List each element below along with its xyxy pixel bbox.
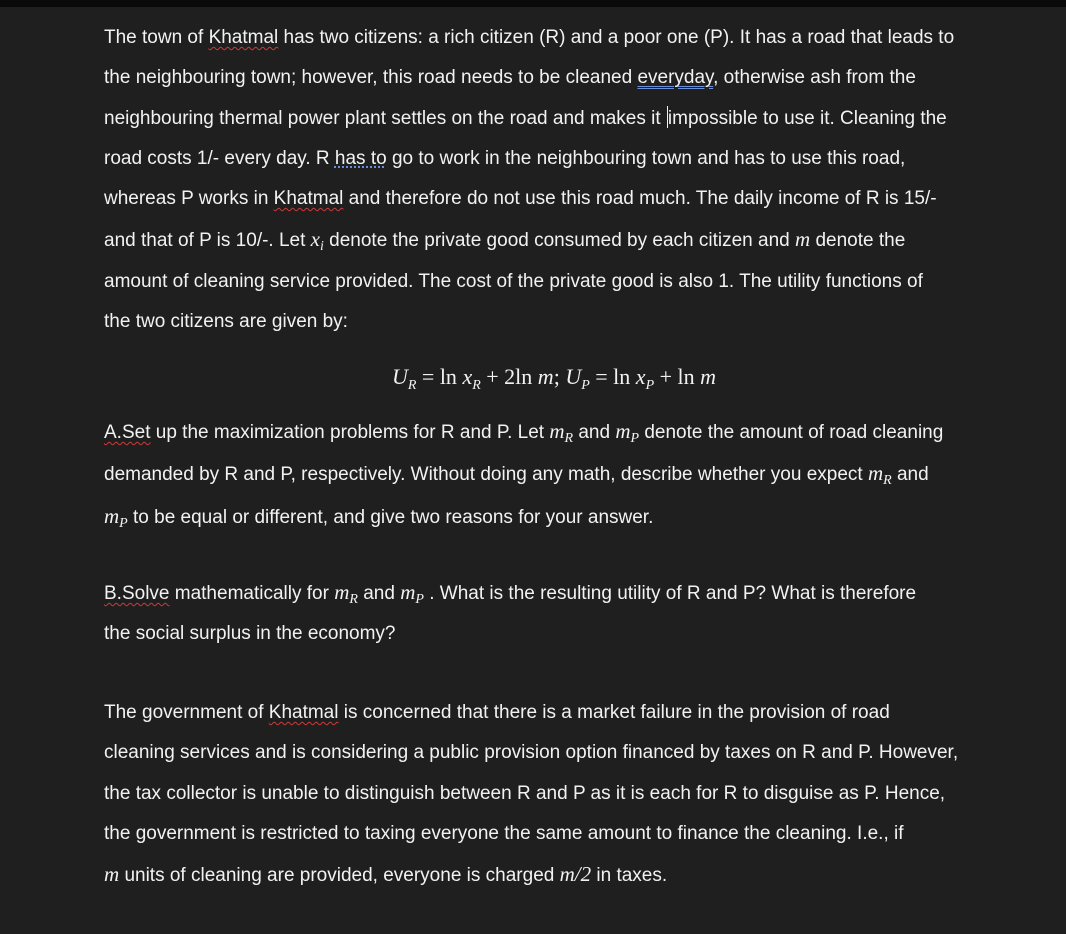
text: , otherwise ash from the xyxy=(713,67,916,89)
text: neighbouring thermal power plant settles on the road and makes it xyxy=(104,107,666,129)
text: whereas P works in xyxy=(104,188,274,210)
text: has two citizens: a rich citizen (R) and a poor one (P). It has a road that leads to xyxy=(278,27,955,48)
text: The government of xyxy=(104,702,269,723)
text: and xyxy=(357,583,401,604)
text: demanded by R and P, respectively. Without doing any math, describe whether you expect xyxy=(104,464,868,486)
utility-equation: $U_R = \ln x_R + 2\ln$ m; $U_P = \ln x_P + \ln m$ xyxy=(391,364,717,393)
document-page xyxy=(0,7,1066,934)
math-m-p: $m_P$ xyxy=(400,580,424,607)
text: the social surplus in the economy? xyxy=(104,623,396,645)
text: the tax collector is unable to distinguish between R and P as it is each for R to disguise as P. Hence, xyxy=(104,782,946,804)
text: and therefore do not use this road much. The daily income of R is 15/- xyxy=(343,188,937,210)
intro-paragraph xyxy=(104,18,1024,342)
text: is concerned that there is a market failure in the provision of road xyxy=(338,702,890,723)
text: The town of xyxy=(104,27,209,48)
text: and xyxy=(573,422,616,443)
text: mathematically for xyxy=(169,583,335,604)
text: and xyxy=(891,464,929,486)
spellcheck-word[interactable]: A.Set xyxy=(104,422,151,443)
text: denote the xyxy=(810,230,906,252)
math-m-r: $m_R$ xyxy=(334,580,358,607)
grammar-word[interactable]: has to xyxy=(334,147,387,169)
grammar-word[interactable]: everyday xyxy=(637,67,714,89)
text: the government is restricted to taxing everyone the same amount to finance the cleaning. I.e., if xyxy=(104,822,904,844)
text: to be equal or different, and give two reasons for your answer. xyxy=(127,506,654,528)
text: . What is the resulting utility of R and P? What is therefore xyxy=(423,583,917,604)
text: go to work in the neighbouring town and has to use this road, xyxy=(386,147,906,169)
text: in taxes. xyxy=(591,865,668,887)
text: denote the amount of road cleaning xyxy=(639,422,944,443)
math-m: m xyxy=(104,862,120,887)
math-m-r: $m_R$ xyxy=(549,419,574,446)
text: denote the private good consumed by each citizen and xyxy=(323,230,795,252)
text: impossible to use it. Cleaning the xyxy=(667,107,947,129)
text: the neighbouring town; however, this road needs to be cleaned xyxy=(104,67,638,89)
text: units of cleaning are provided, everyone is charged xyxy=(119,865,560,887)
math-m-r: $m_R$ xyxy=(867,461,892,489)
spellcheck-word[interactable]: B.Solve xyxy=(104,583,170,604)
spellcheck-word[interactable]: Khatmal xyxy=(273,188,344,210)
math-m-p: $m_P$ xyxy=(104,503,128,531)
math-m-over-2: m/2 xyxy=(559,862,592,887)
text: cleaning services and is considering a public provision option financed by taxes on R and P. However, xyxy=(104,742,959,764)
text: road costs 1/- every day. R xyxy=(104,147,335,169)
math-x-i: $x_i$ xyxy=(310,227,324,255)
text: amount of cleaning service provided. The cost of the private good is also 1. The utility functions of xyxy=(104,270,923,292)
government-paragraph xyxy=(104,693,1024,896)
math-m-p: $m_P$ xyxy=(615,419,640,446)
part-b-paragraph xyxy=(104,572,1024,655)
text: up the maximization problems for R and P. Let xyxy=(150,422,550,443)
spellcheck-word[interactable]: Khatmal xyxy=(208,27,279,48)
spellcheck-word[interactable]: Khatmal xyxy=(268,702,339,723)
window-top-bar xyxy=(0,0,1066,7)
text: the two citizens are given by: xyxy=(104,311,348,333)
part-a-paragraph xyxy=(104,411,1024,538)
math-m: m xyxy=(795,227,811,252)
text: and that of P is 10/-. Let xyxy=(104,230,311,252)
